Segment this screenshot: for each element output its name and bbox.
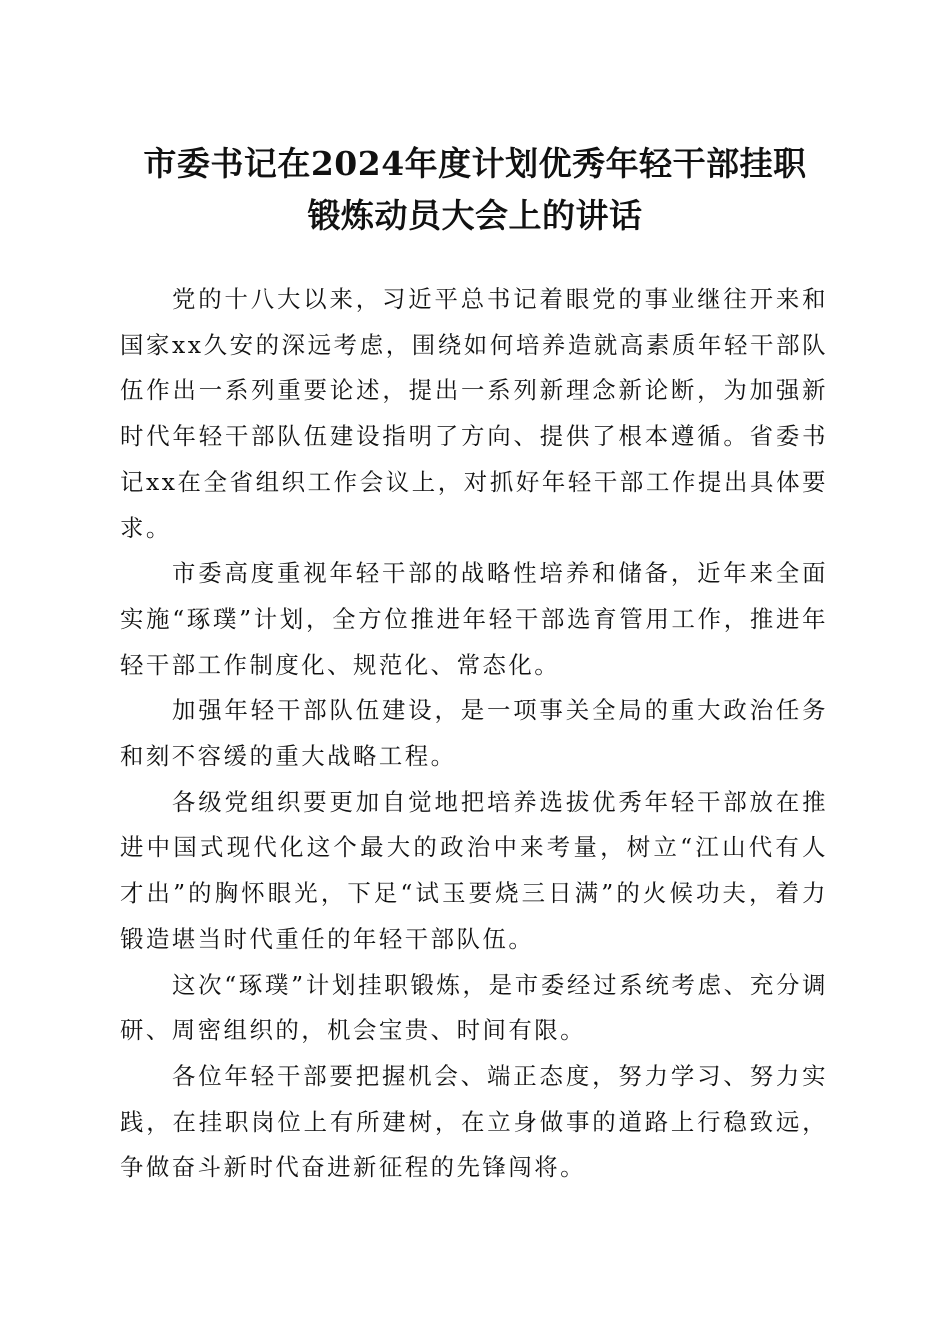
paragraph-2: 市委高度重视年轻干部的战略性培养和储备，近年来全面实施“琢璞”计划，全方位推进年轻干部选育管用工作，推进年轻干部工作制度化、规范化、常态化。	[120, 559, 828, 679]
document-title	[90, 138, 860, 242]
paragraph-3: 加强年轻干部队伍建设，是一项事关全局的重大政治任务和刻不容缓的重大战略工程。	[120, 696, 828, 771]
paragraph-6: 各位年轻干部要把握机会、端正态度，努力学习、努力实践，在挂职岗位上有所建树，在立身做事的道路上行稳致远，争做奋斗新时代奋进新征程的先锋闯将。	[120, 1061, 828, 1182]
paragraph-1: 党的十八大以来，习近平总书记着眼党的事业继往开来和国家xx久安的深远考虑，围绕如何培养造就高素质年轻干部队伍作出一系列重要论述，提出一系列新理念新论断，为加强新时代年轻干部队伍建设指明了方向、提供了根本遵循。省委书记xx在全省组织工作会议上，对抓好年轻干部工作提出具体要求。	[120, 285, 828, 542]
document-body	[120, 277, 828, 1191]
document-title-line-1: 市委书记在2024年度计划优秀年轻干部挂职	[143, 144, 807, 183]
document-title-line-2: 锻炼动员大会上的讲话	[307, 196, 643, 235]
paragraph-5: 这次“琢璞”计划挂职锻炼，是市委经过系统考虑、充分调研、周密组织的，机会宝贵、时间有限。	[120, 970, 828, 1045]
paragraph-4: 各级党组织要更加自觉地把培养选拔优秀年轻干部放在推进中国式现代化这个最大的政治中来考量，树立“江山代有人才出”的胸怀眼光，下足“试玉要烧三日满”的火候功夫，着力锻造堪当时代重任的年轻干部队伍。	[120, 787, 828, 953]
